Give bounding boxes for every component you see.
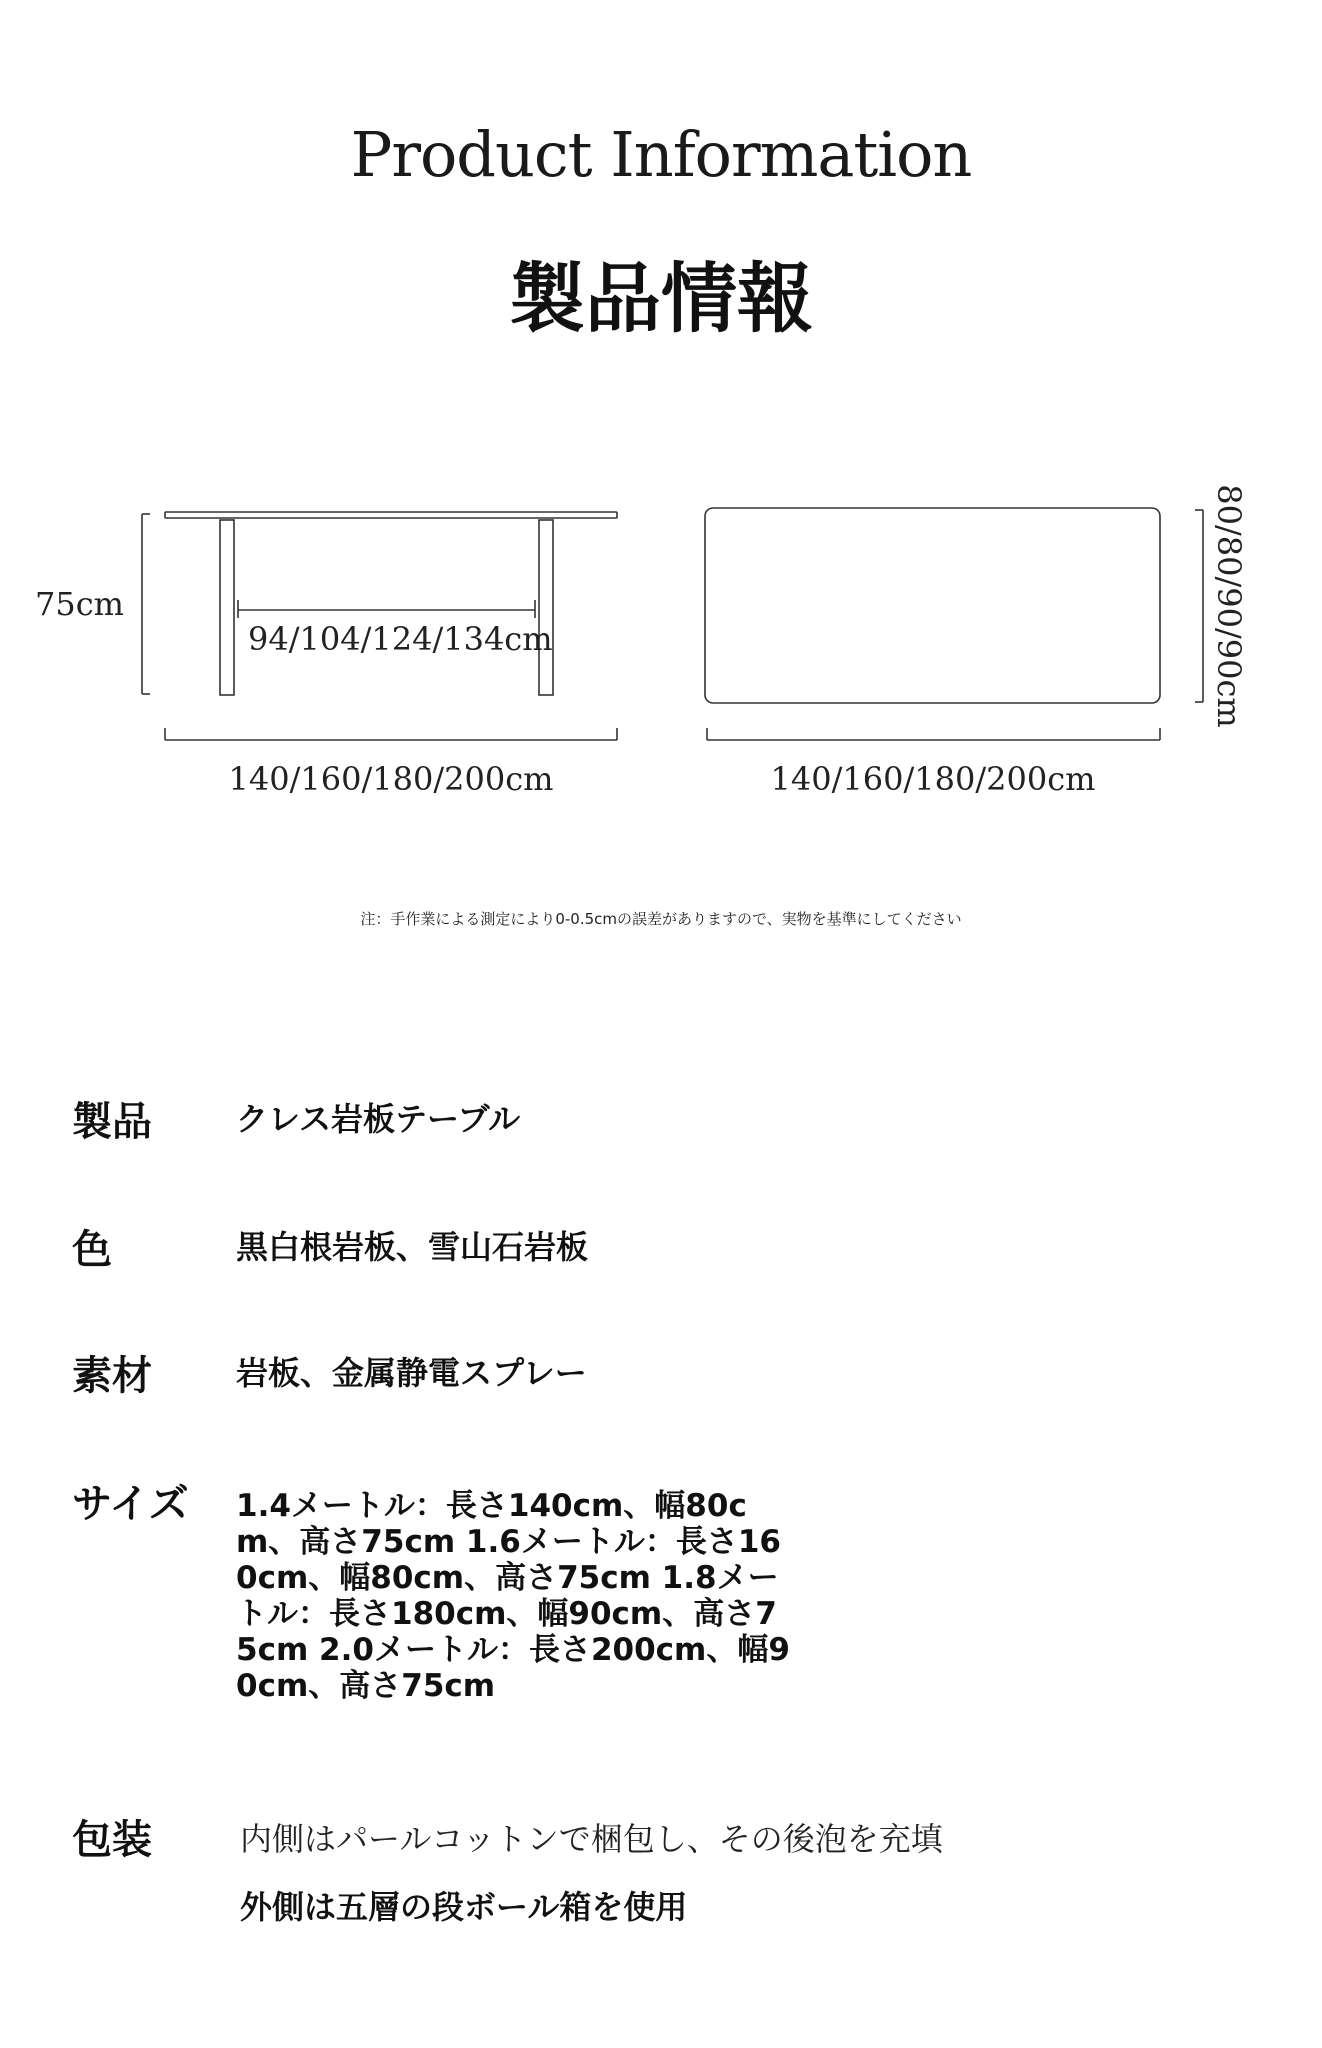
spec-label-size: サイズ [72, 1481, 189, 1527]
measurement-note: 注：手作業による測定により0-0.5cmの誤差がありますので、実物を基準にしてください [360, 910, 962, 928]
side-view-left-leg [220, 520, 234, 695]
spec-value-packaging-outer: 外側は五層の段ボール箱を使用 [240, 1888, 688, 1926]
inner-width-label: 94/104/124/134cm [248, 620, 553, 658]
top-view-tabletop [705, 508, 1160, 703]
spec-label-color: 色 [72, 1227, 112, 1273]
side-view-right-leg [539, 520, 553, 695]
spec-value-size: 1.4メートル：長さ140cm、幅80cm、高さ75cm 1.6メートル：長さ160cm、幅80cm、高さ75cm 1.8メートル：長さ180cm、幅90cm、高さ75cm 2.0メートル：長さ200cm、幅90cm、高さ75cm [236, 1488, 790, 1704]
dimension-diagram [0, 470, 1322, 830]
title-japanese: 製品情報 [509, 254, 813, 343]
top-length-label: 140/160/180/200cm [770, 760, 1096, 798]
title-english: Product Information [350, 118, 972, 191]
spec-value-product: クレス岩板テーブル [236, 1100, 521, 1138]
top-view [705, 508, 1203, 740]
side-view-tabletop [165, 512, 617, 518]
spec-value-material: 岩板、金属静電スプレー [236, 1354, 587, 1392]
height-label: 75cm [35, 585, 124, 623]
spec-label-product: 製品 [72, 1099, 152, 1145]
side-length-label: 140/160/180/200cm [228, 760, 554, 798]
width-label: 80/80/90/90cm [1210, 484, 1248, 728]
spec-label-material: 素材 [72, 1353, 152, 1399]
spec-label-packaging: 包装 [72, 1817, 152, 1863]
spec-value-color: 黒白根岩板、雪山石岩板 [236, 1228, 589, 1266]
spec-value-packaging-inner: 内側はパールコットンで梱包し、その後泡を充填 [240, 1820, 943, 1858]
